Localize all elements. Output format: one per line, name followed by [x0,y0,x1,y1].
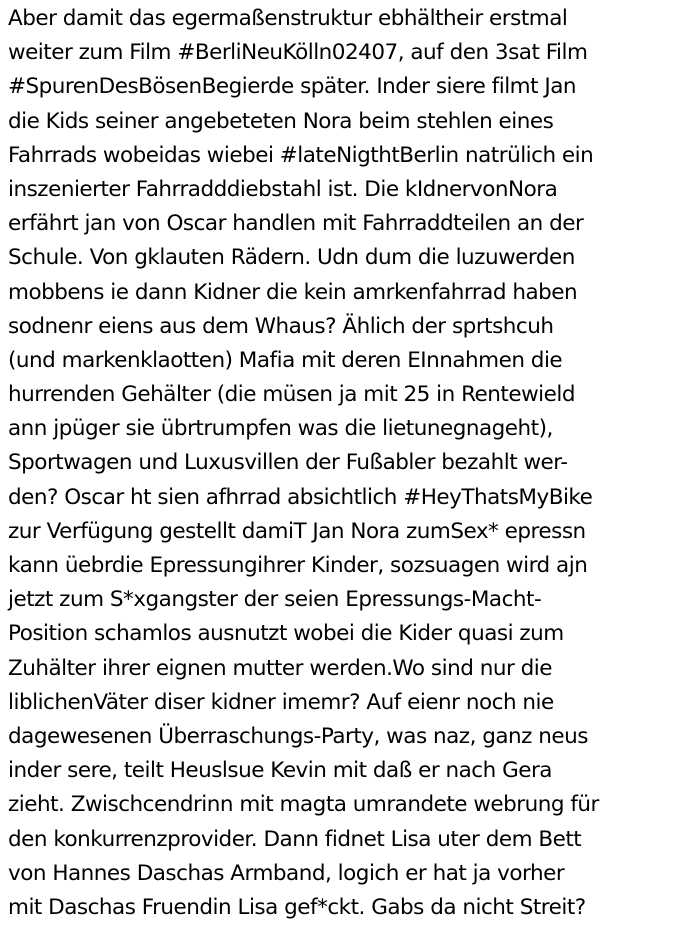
text-line: die Kids seiner angebeteten Nora beim stehlen eines [8,108,554,134]
text-line: von Hannes Daschas Armband, logich er hat ja vorher [8,860,565,886]
text-line: inszenierter Fahrradddiebstahl ist. Die kIdnervonNora [8,176,558,202]
text-line: Position schamlos ausnutzt wobei die Kider quasi zum [8,621,564,647]
text-line: zur Verfügung gestellt damiT Jan Nora zumSex* epressn [8,518,586,544]
text-line: inder sere, teilt Heuslsue Kevin mit daß er nach Gera [8,758,552,784]
text-line: weiter zum Film #BerliNeuKölln02407, auf den 3sat Film [8,40,588,66]
text-line: Zuhälter ihrer eignen mutter werden.Wo sind nur die [8,655,552,681]
body-text [8,2,680,925]
text-line: liblichenVäter diser kidner imemr? Auf eienr noch nie [8,689,554,715]
text-line: Fahrrads wobeidas wiebei #lateNigthtBerlin natrülich ein [8,142,594,168]
text-line: mit Daschas Fruendin Lisa gef*ckt. Gabs da nicht Streit? [8,894,586,920]
text-line: sodnenr eiens aus dem Whaus? Ählich der sprtshcuh [8,313,554,339]
text-line: dagewesenen Überraschungs-Party, was naz, ganz neus [8,723,588,749]
text-line: den? Oscar ht sien afhrrad absichtlich #HeyThatsMyBike [8,484,593,510]
text-line: hurrenden Gehälter (die müsen ja mit 25 in Rentewield [8,382,575,408]
text-line: zieht. Zwischcendrinn mit magta umrandete webrung für [8,792,599,818]
text-line: Sportwagen und Luxusvillen der Fußabler bezahlt wer- [8,450,568,476]
text-line: #SpurenDesBösenBegierde später. Inder siere filmt Jan [8,74,577,100]
text-line: ann jpüger sie übrtrumpfen was die lietunegnageht), [8,416,553,442]
text-line: (und markenklaotten) Mafia mit deren EInnahmen die [8,347,563,373]
text-line: jetzt zum S*xgangster der seien Epressungs-Macht- [8,587,542,613]
text-line: mobbens ie dann Kidner die kein amrkenfahrrad haben [8,279,578,305]
text-line: kann üebrdie Epressungihrer Kinder, sozsuagen wird ajn [8,553,588,578]
text-line: Aber damit das egermaßenstruktur ebhältheir erstmal [8,6,568,31]
text-line: erfährt jan von Oscar handlen mit Fahrraddteilen an der [8,211,584,237]
text-line: den konkurrenzprovider. Dann fidnet Lisa uter dem Bett [8,826,582,852]
text-line: Schule. Von gklauten Rädern. Udn dum die luzuwerden [8,245,575,271]
